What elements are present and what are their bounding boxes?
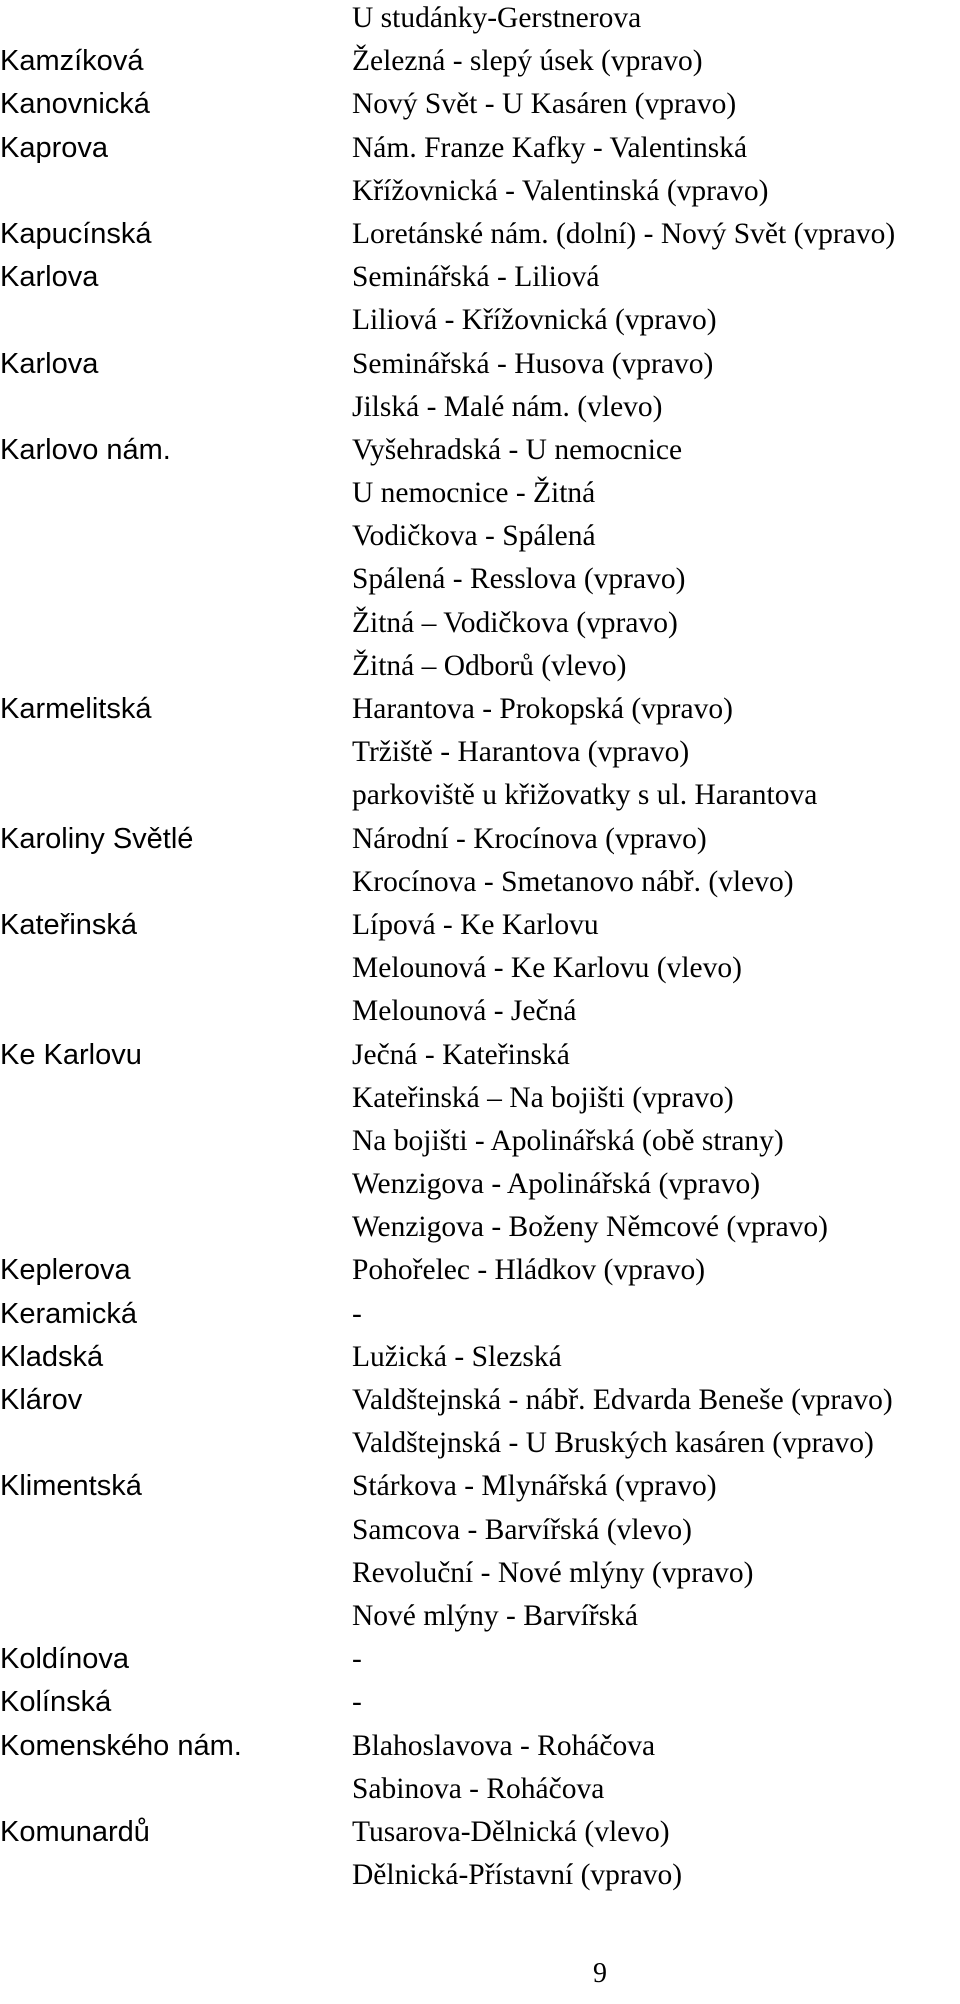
street-segment: Spálená - Resslova (vpravo) [352,563,686,596]
street-name: Ke Karlovu [0,1038,142,1071]
table-row [0,130,960,173]
table-row [0,518,960,561]
table-row [0,1555,960,1598]
street-name: Klimentská [0,1470,142,1503]
table-row [0,1814,960,1857]
street-segment: Valdštejnská - U Bruských kasáren (vpravo) [352,1427,874,1460]
street-name: Kapucínská [0,217,152,250]
table-row [0,0,960,43]
table-row [0,1598,960,1641]
table-row [0,907,960,950]
street-segment: Vyšehradská - U nemocnice [352,433,683,466]
street-name: Kladská [0,1340,104,1373]
street-segment: Loretánské nám. (dolní) - Nový Svět (vpravo) [352,217,896,250]
street-name: Kamzíková [0,45,144,78]
street-segment: Lípová - Ke Karlovu [352,908,599,941]
street-name: Karmelitská [0,693,152,725]
table-row [0,561,960,604]
street-name: Koldínova [0,1643,129,1676]
table-row [0,1684,960,1727]
table-row [0,1339,960,1382]
street-segment: Melounová - Ječná [352,995,577,1028]
street-segment: Lužická - Slezská [352,1340,562,1373]
table-row [0,1209,960,1252]
page-number: 9 [593,1958,607,1989]
street-name: Komenského nám. [0,1729,242,1762]
street-segment: Nový Svět - U Kasáren (vpravo) [352,88,737,121]
street-name: Keramická [0,1297,137,1330]
street-segment: Seminářská - Husova (vpravo) [352,347,714,380]
street-segment: Nám. Franze Kafky - Valentinská [352,131,748,164]
street-segment: Sabinova - Roháčova [352,1772,605,1805]
street-segment: Melounová - Ke Karlovu (vlevo) [352,952,742,985]
street-name: Kanovnická [0,88,150,121]
street-name: Klárov [0,1384,83,1416]
table-row [0,1641,960,1684]
street-segment: Pohořelec - Hládkov (vpravo) [352,1254,706,1287]
street-name: Komunardů [0,1815,150,1848]
street-segment: Wenzigova - Boženy Němcové (vpravo) [352,1211,828,1244]
table-row [0,1512,960,1555]
table-row [0,1080,960,1123]
table-row [0,1166,960,1209]
street-name: Kolínská [0,1686,112,1719]
street-segment: - [352,1643,362,1676]
table-row [0,173,960,216]
street-segment: Tržiště - Harantova (vpravo) [352,736,690,769]
table-row [0,1123,960,1166]
street-segment: Žitná – Odborů (vlevo) [352,649,627,682]
table-row [0,1857,960,1900]
street-name: Karlova [0,261,99,294]
street-segment: Železná - slepý úsek (vpravo) [352,45,703,78]
table-row [0,993,960,1036]
street-segment: Harantova - Prokopská (vpravo) [352,693,733,725]
street-segment: Dělnická-Přístavní (vpravo) [352,1859,683,1892]
street-segment: parkoviště u křižovatky s ul. Harantova [352,779,818,812]
street-name: Karlova [0,347,99,380]
street-segment: Seminářská - Liliová [352,261,600,294]
street-segment: Na bojišti - Apolinářská (obě strany) [352,1124,784,1157]
table-row [0,1037,960,1080]
table-row [0,346,960,389]
table-row [0,864,960,907]
table-row [0,605,960,648]
street-segment: Wenzigova - Apolinářská (vpravo) [352,1168,761,1201]
street-segment: Samcova - Barvířská (vlevo) [352,1513,692,1546]
street-segment: - [352,1297,362,1330]
street-segment: Žitná – Vodičkova (vpravo) [352,606,678,639]
table-row [0,259,960,302]
table-row [0,389,960,432]
table-row [0,43,960,86]
street-segment: Stárkova - Mlynářská (vpravo) [352,1470,717,1503]
street-segment: Národní - Krocínova (vpravo) [352,822,707,855]
street-name: Keplerova [0,1254,131,1287]
street-segment: U studánky-Gerstnerova [352,2,642,34]
street-segment: Valdštejnská - nábř. Edvarda Beneše (vpravo) [352,1384,893,1416]
table-row [0,777,960,820]
table-row [0,648,960,691]
table-row [0,734,960,777]
street-segment: Krocínova - Smetanovo nábř. (vlevo) [352,865,794,898]
table-row [0,432,960,475]
table-row [0,1425,960,1468]
table-row [0,1771,960,1814]
street-name: Karlovo nám. [0,433,171,466]
street-segment: Blahoslavova - Roháčova [352,1729,656,1762]
table-row [0,475,960,518]
street-name: Kaprova [0,131,109,164]
table-row [0,216,960,259]
street-segment: Liliová - Křížovnická (vpravo) [352,304,717,337]
street-name: Karoliny Světlé [0,822,194,855]
table-row [0,1728,960,1771]
table-row [0,1382,960,1425]
street-segment: Vodičkova - Spálená [352,520,596,553]
table-row [0,691,960,734]
table-row [0,950,960,993]
street-segment: U nemocnice - Žitná [352,477,596,510]
street-segment: Nové mlýny - Barvířská [352,1599,638,1632]
table-row [0,1252,960,1295]
street-segment: Tusarova-Dělnická (vlevo) [352,1815,670,1848]
table-row [0,1296,960,1339]
street-segment: Ječná - Kateřinská [352,1038,570,1071]
street-name: Kateřinská [0,908,138,941]
table-row [0,821,960,864]
street-segment: Křížovnická - Valentinská (vpravo) [352,174,769,207]
table-row [0,86,960,129]
street-segment: Jilská - Malé nám. (vlevo) [352,390,663,423]
table-row [0,302,960,345]
street-segment: Revoluční - Nové mlýny (vpravo) [352,1556,754,1589]
table-row [0,1468,960,1511]
street-segment: - [352,1686,362,1719]
street-segment: Kateřinská – Na bojišti (vpravo) [352,1081,734,1114]
